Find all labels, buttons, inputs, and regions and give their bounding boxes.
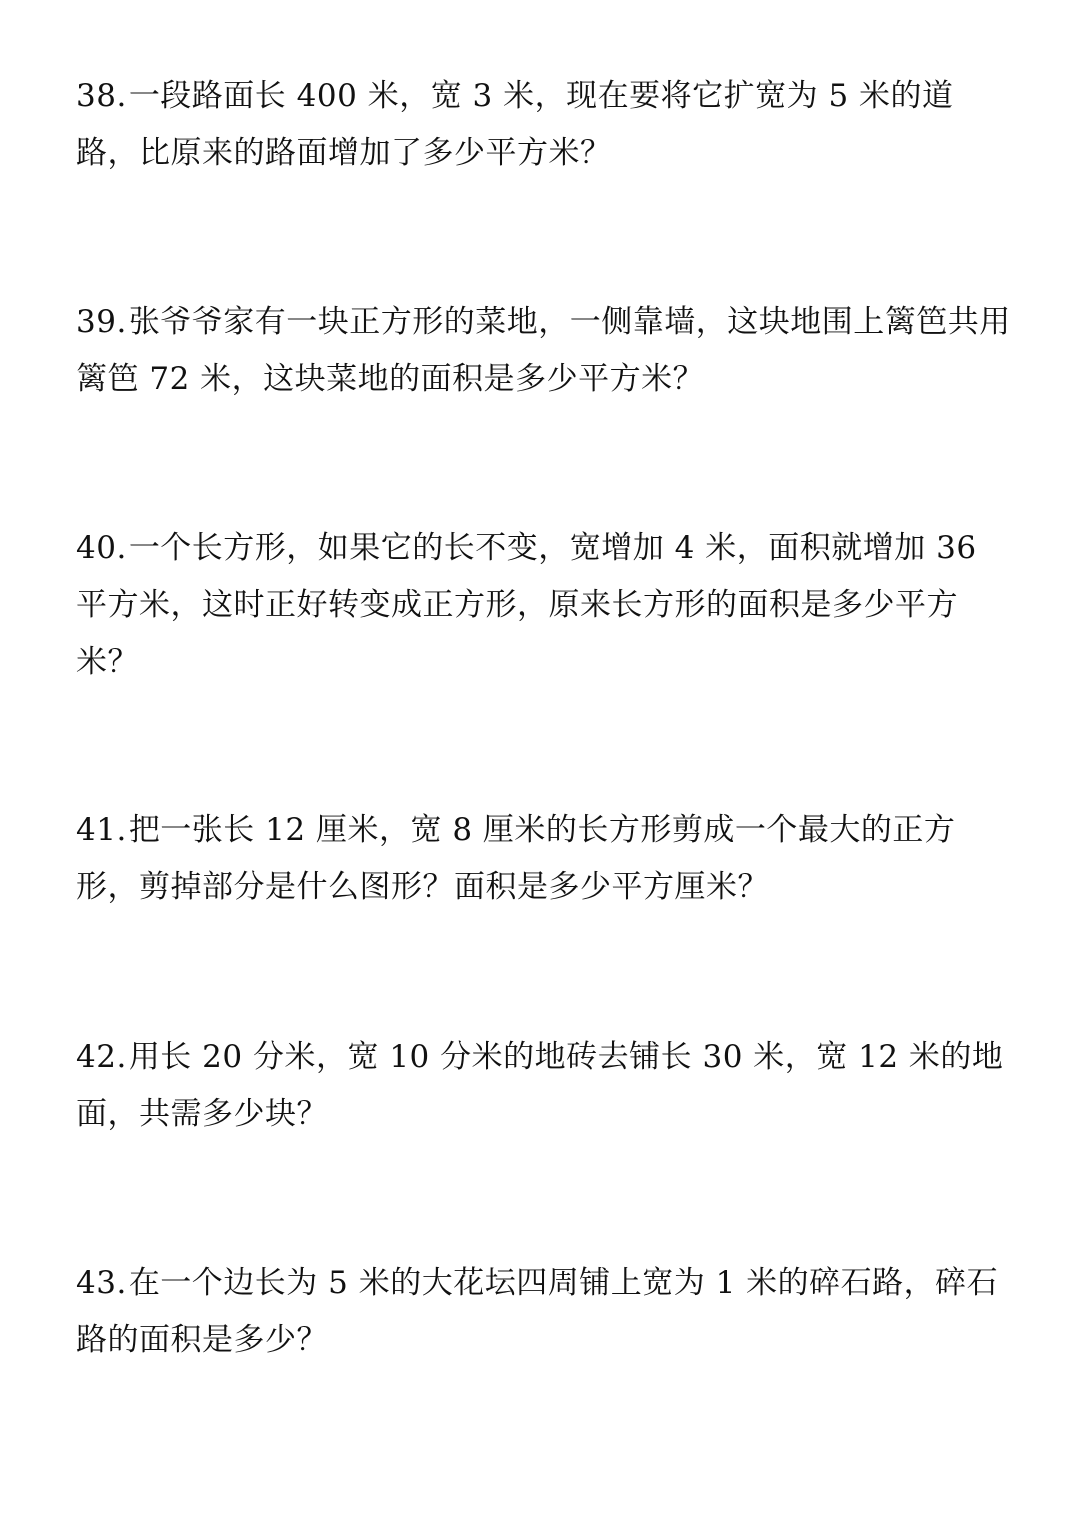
problem-text: 一段路面长 400 米，宽 3 米，现在要将它扩宽为 5 米的道路，比原来的路面增加了多少平方米？ <box>76 78 954 171</box>
problem-text: 一个长方形，如果它的长不变，宽增加 4 米，面积就增加 36 平方米，这时正好转变成正方形，原来长方形的面积是多少平方米？ <box>76 530 977 680</box>
problem-40 <box>76 520 1016 691</box>
problem-38 <box>76 68 1016 182</box>
problem-text: 张爷爷家有一块正方形的菜地，一侧靠墙，这块地围上篱笆共用篱笆 72 米，这块菜地的面积是多少平方米？ <box>76 304 1011 397</box>
problem-number: 38. <box>76 78 127 114</box>
problem-number: 43. <box>76 1265 127 1301</box>
problem-text: 把一张长 12 厘米，宽 8 厘米的长方形剪成一个最大的正方形，剪掉部分是什么图形？面积是多少平方厘米？ <box>76 812 956 905</box>
problem-42 <box>76 1029 1016 1143</box>
problem-number: 41. <box>76 812 127 848</box>
problem-39 <box>76 294 1016 408</box>
problem-number: 39. <box>76 304 127 340</box>
problem-text: 用长 20 分米，宽 10 分米的地砖去铺长 30 米，宽 12 米的地面，共需多少块？ <box>76 1039 1004 1132</box>
problem-41 <box>76 802 1016 916</box>
problem-text: 在一个边长为 5 米的大花坛四周铺上宽为 1 米的碎石路，碎石路的面积是多少？ <box>76 1265 999 1358</box>
problem-number: 40. <box>76 530 127 566</box>
problem-number: 42. <box>76 1039 127 1075</box>
problem-43 <box>76 1255 1016 1369</box>
